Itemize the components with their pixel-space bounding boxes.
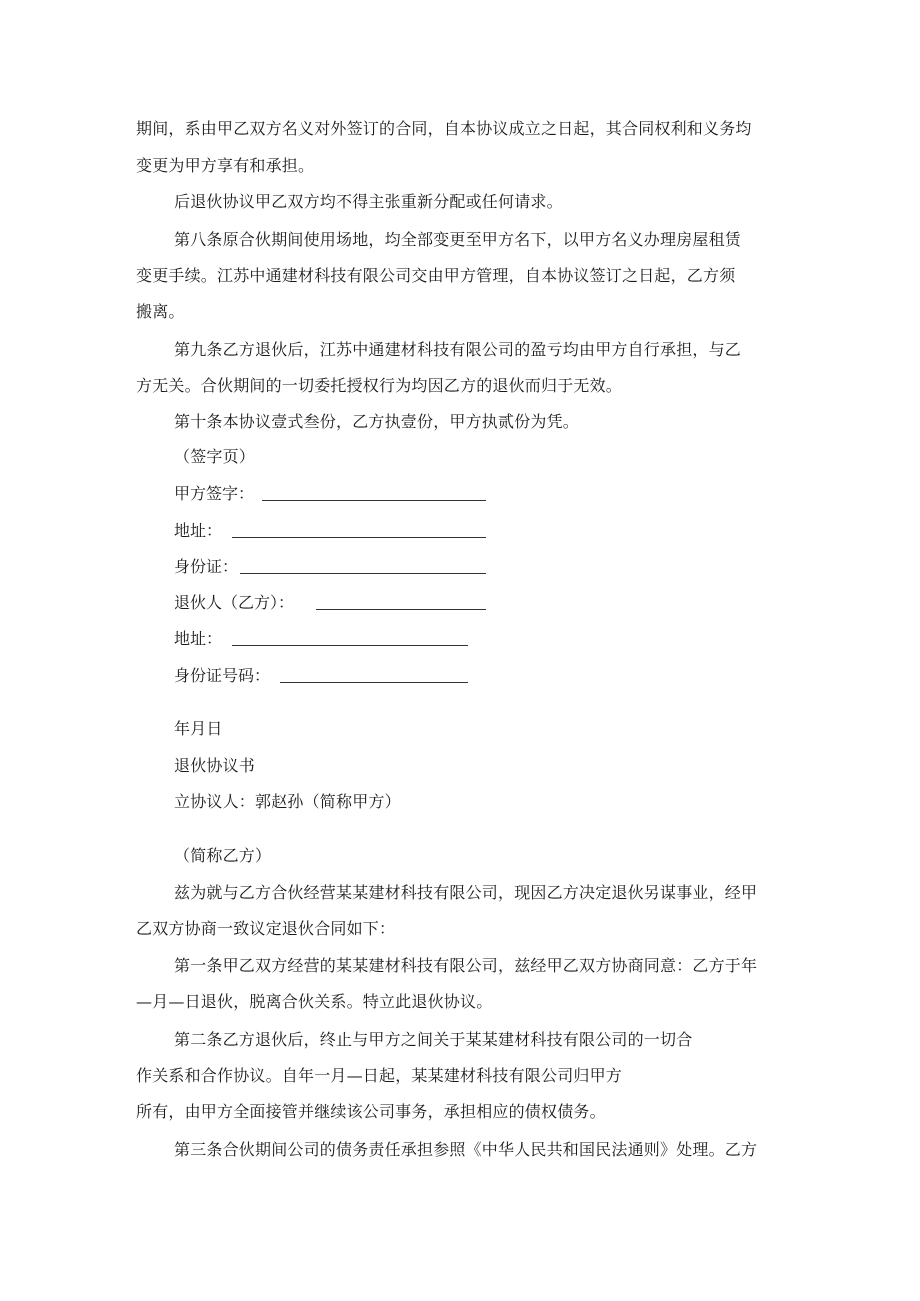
article-9-line: 第九条乙方退伙后，江苏中通建材科技有限公司的盈亏均由甲方自行承担，与乙: [174, 340, 742, 359]
body-line: 方无关。合伙期间的一切委托授权行为均因乙方的退伙而归于无效。: [136, 376, 623, 395]
party-a-id-line: [240, 573, 486, 574]
party-b-line: （简称乙方）: [174, 846, 272, 865]
body-line: 变更手续。江苏中通建材科技有限公司交由甲方管理，自本协议签订之日起，乙方须: [136, 266, 736, 285]
article-2-line: 第二条乙方退伙后，终止与甲方之间关于某某建材科技有限公司的一切合: [174, 1030, 693, 1049]
party-a-signature-label: 甲方签字：: [174, 484, 255, 503]
article-10-line: 第十条本协议壹式叁份，乙方执壹份，甲方执贰份为凭。: [174, 412, 580, 431]
party-b-signature-line: [316, 609, 486, 610]
party-a-id-label: 身份证：: [174, 557, 239, 576]
party-b-address-line: [232, 645, 468, 646]
article-1-line: 第一条甲乙双方经营的某某建材科技有限公司，兹经甲乙双方协商同意：乙方于年: [174, 956, 758, 975]
party-b-id-label: 身份证号码：: [174, 666, 271, 685]
party-a-signature-line: [262, 500, 486, 501]
body-line: 后退伙协议甲乙双方均不得主张重新分配或任何请求。: [174, 192, 563, 211]
body-line: 乙双方协商一致议定退伙合同如下：: [136, 919, 396, 938]
document-title: 退伙协议书: [174, 756, 256, 775]
party-b-id-line: [280, 682, 468, 683]
signature-page-heading: （签字页）: [174, 447, 256, 466]
article-8-line: 第八条原合伙期间使用场地，均全部变更至甲方名下，以甲方名义办理房屋租赁: [174, 230, 742, 249]
body-line: 期间，系由甲乙双方名义对外签订的合同，自本协议成立之日起，其合同权利和义务均: [136, 119, 752, 138]
body-line: 作关系和合作协议。自年一月—日起，某某建材科技有限公司归甲方: [136, 1066, 623, 1085]
date-line: 年月日: [174, 719, 223, 738]
body-line: —月—日退伙，脱离合伙关系。特立此退伙协议。: [136, 992, 493, 1011]
article-3-line: 第三条合伙期间公司的债务责任承担参照《中华人民共和国民法通则》处理。乙方: [174, 1140, 758, 1159]
body-line: 兹为就与乙方合伙经营某某建材科技有限公司，现因乙方决定退伙另谋事业，经甲: [174, 883, 758, 902]
party-a-line: 立协议人：郭赵孙（简称甲方）: [174, 792, 401, 811]
party-a-address-line: [232, 537, 486, 538]
body-line: 所有，由甲方全面接管并继续该公司事务，承担相应的债权债务。: [136, 1102, 606, 1121]
body-line: 搬离。: [136, 302, 185, 321]
party-b-address-label: 地址：: [174, 629, 223, 648]
party-a-address-label: 地址：: [174, 521, 223, 540]
body-line: 变更为甲方享有和承担。: [136, 156, 315, 175]
party-b-signature-label: 退伙人（乙方）：: [174, 593, 295, 612]
